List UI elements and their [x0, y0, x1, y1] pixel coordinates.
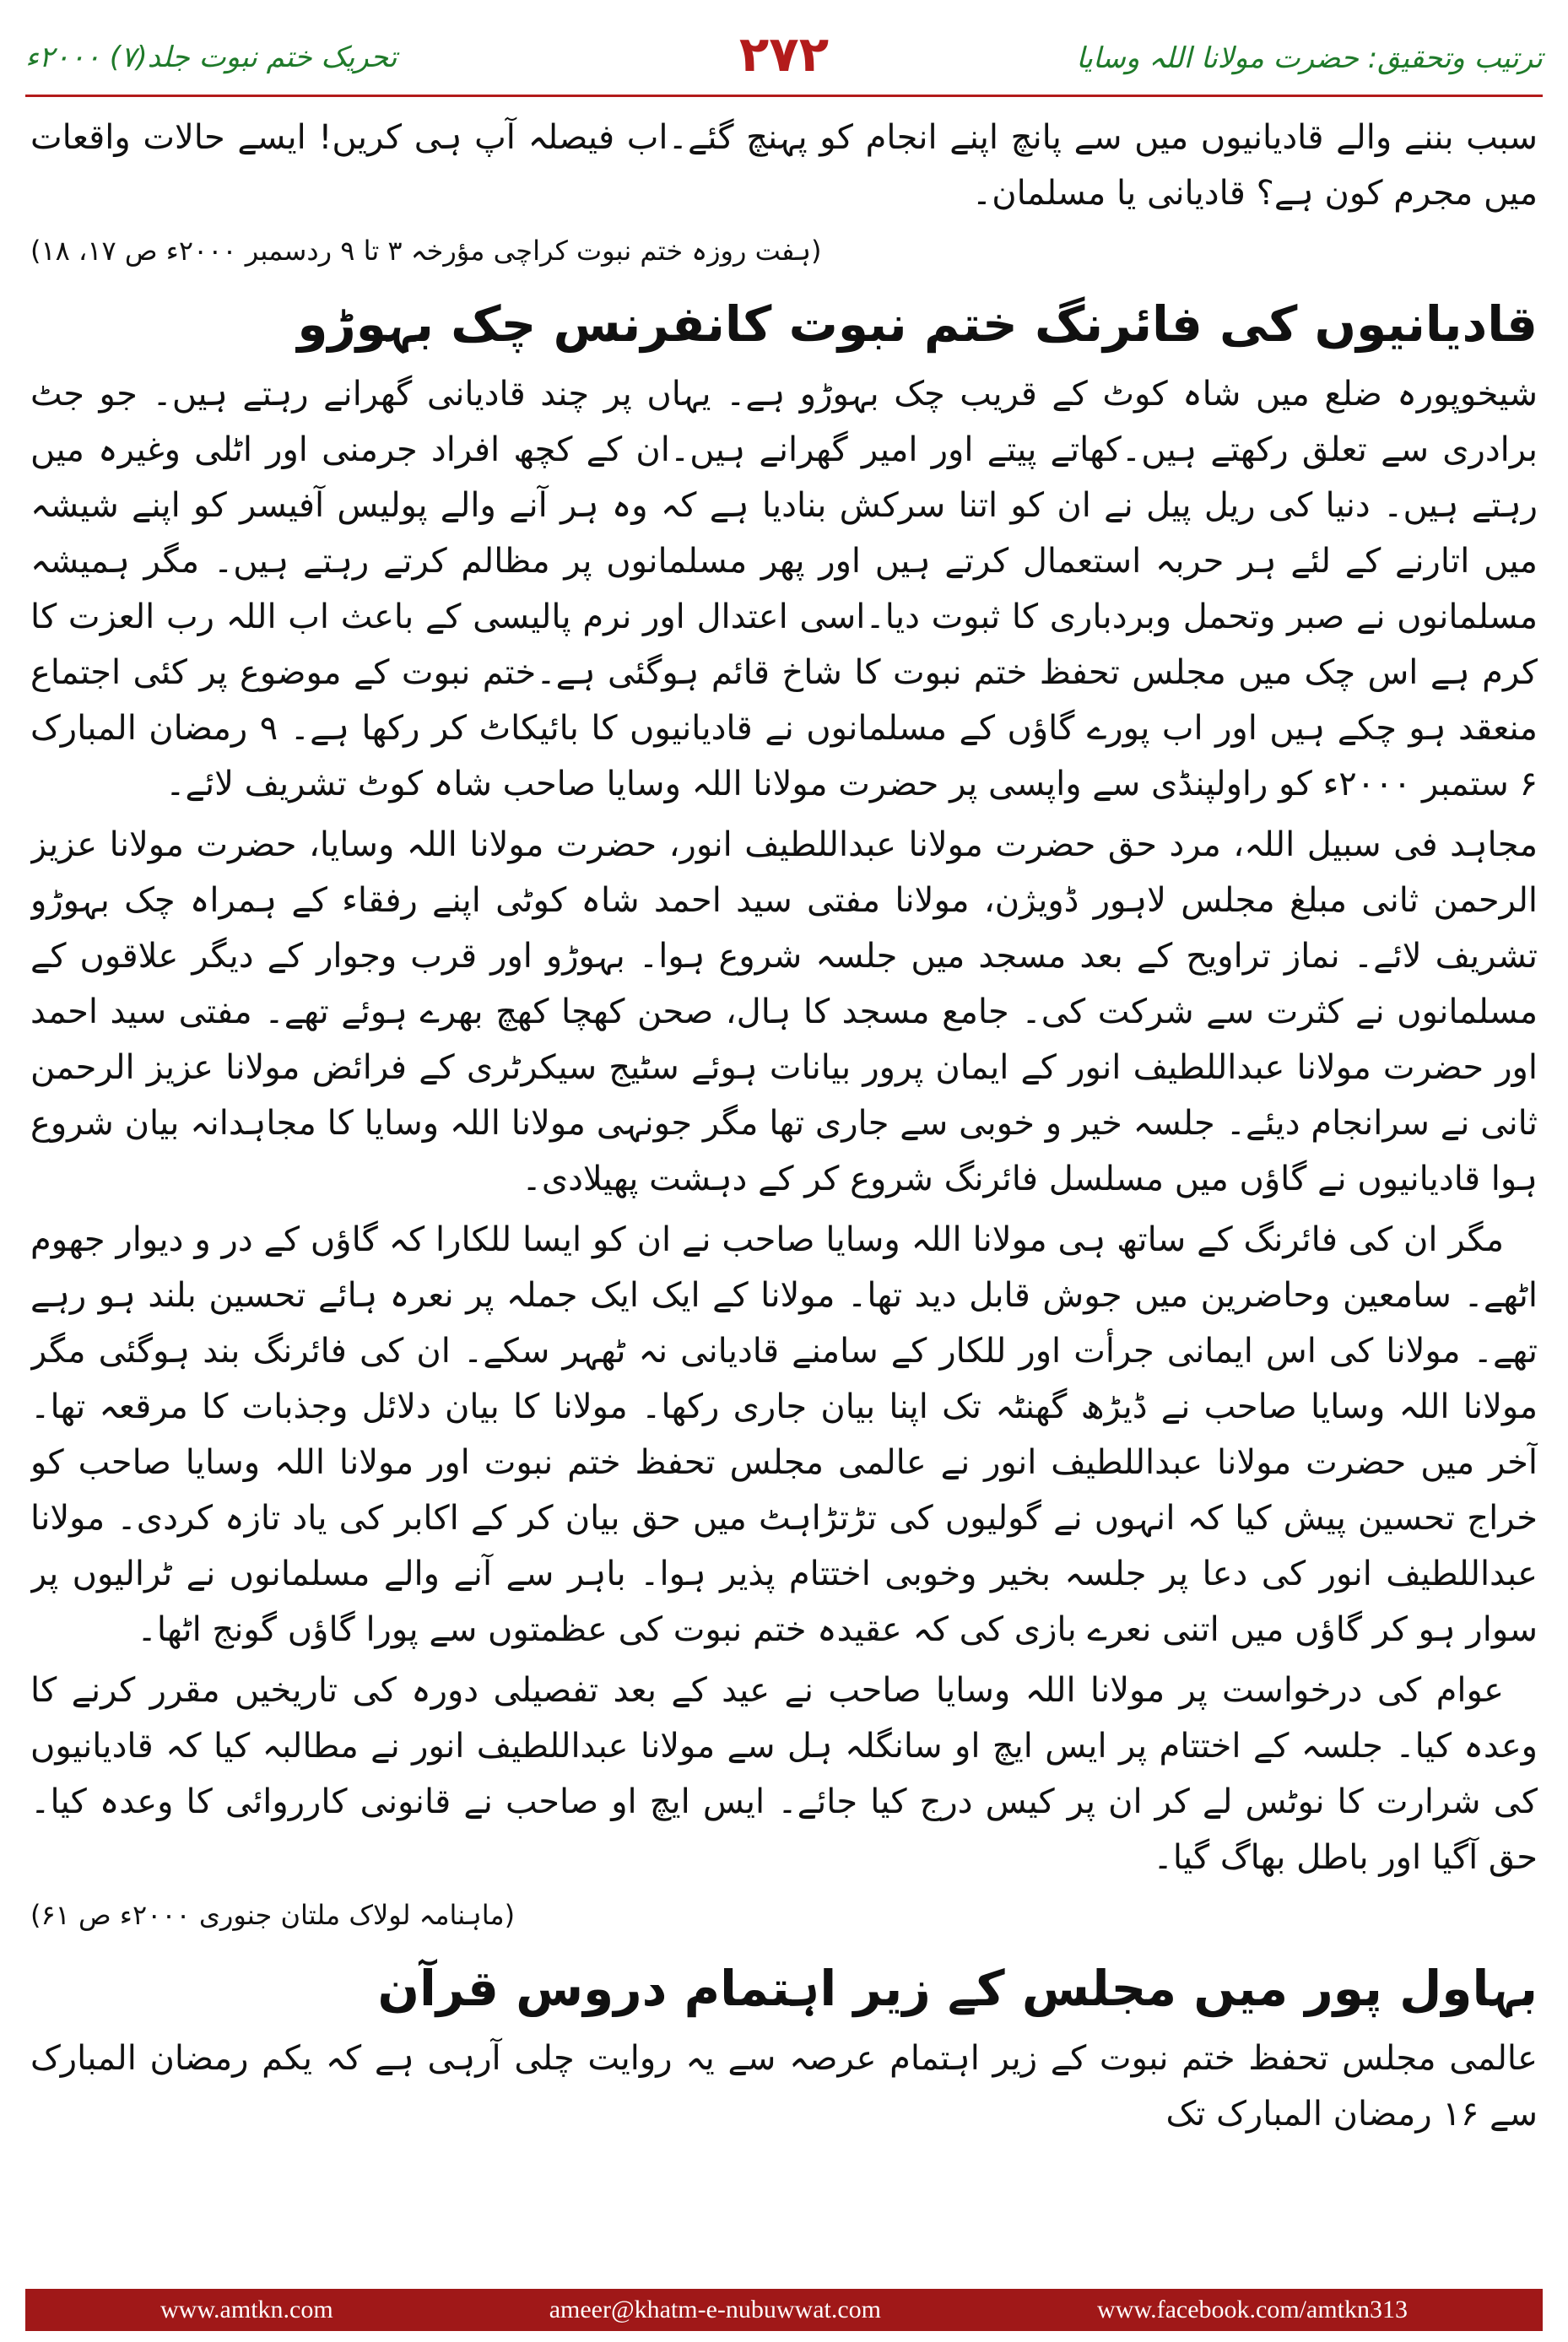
footer-website-link[interactable]: www.amtkn.com — [160, 2296, 333, 2323]
paragraph-conference: مجاہد فی سبیل اللہ، مرد حق حضرت مولانا عبداللطیف انور، حضرت مولانا اللہ وسایا، حضرت مولانا عزیز الرحمن ثانی مبلغ مجلس لاہور ڈویژن، مولانا مفتی سید احمد شاہ کوٹی اپنے رفقاء کے ہمراہ چک بہوڑو تشریف لائے۔ نماز تراویح کے بعد مسجد میں جلسہ شروع ہوا۔ بہوڑو اور قرب وجوار کے دیگر علاقوں کے مسلمانوں نے کثرت سے شرکت کی۔ جامع مسجد کا ہال، صحن کھچا کھچ بھرے ہوئے تھے۔ مفتی سید احمد اور حضرت مولانا عبداللطیف انور کے ایمان پرور بیانات ہوئے سٹیج سیکرٹری کے فرائض مولانا عزیز الرحمن ثانی نے سرانجام دیئے۔ جلسہ خیر و خوبی سے جاری تھا مگر جونہی مولانا اللہ وسایا کا مجاہدانہ بیان شروع ہوا قادیانیوں نے گاؤں میں مسلسل فائرنگ شروع کر کے دہشت پھیلادی۔ — [30, 825, 1538, 1198]
section-heading-bahawalpur: بہاول پور میں مجلس کے زیر اہتمام دروس قرآن — [377, 1960, 1538, 2017]
footer-email-link[interactable]: ameer@khatm-e-nubuwwat.com — [549, 2296, 882, 2323]
header-divider — [25, 95, 1543, 97]
paragraph-bahawalpur: عالمی مجلس تحفظ ختم نبوت کے زیر اہتمام عرصہ سے یہ روایت چلی آرہی ہے کہ یکم رمضان المبارک سے ۱۶ رمضان المبارک تک — [30, 2039, 1538, 2134]
page-footer — [25, 2289, 1543, 2331]
footer-facebook-link[interactable]: www.facebook.com/amtkn313 — [1097, 2296, 1408, 2323]
paragraph-aftermath: عوام کی درخواست پر مولانا اللہ وسایا صاحب نے عید کے بعد تفصیلی دورہ کی تاریخیں مقرر کرنے کا وعدہ کیا۔ جلسہ کے اختتام پر ایس ایچ او سانگلہ ہل سے مولانا عبداللطیف انور نے مطالبہ کیا کہ قادیانیوں کی شرارت کا نوٹس لے کر ان پر کیس درج کیا جائے۔ ایس ایچ او صاحب نے قانونی کارروائی کا وعدہ کیا۔ حق آگیا اور باطل بھاگ گیا۔ — [30, 1671, 1538, 1877]
intro-source-citation: (ہفت روزہ ختم نبوت کراچی مؤرخہ ۳ تا ۹ ردسمبر ۲۰۰۰ء ص ۱۷، ۱۸) — [30, 235, 822, 267]
page-content — [30, 110, 1538, 2270]
section-source-citation: (ماہنامہ لولاک ملتان جنوری ۲۰۰۰ء ص ۶۱) — [30, 1899, 516, 1931]
paragraph-firing: مگر ان کی فائرنگ کے ساتھ ہی مولانا اللہ وسایا صاحب نے ان کو ایسا للکارا کہ گاؤں کے در و دیوار جھوم اٹھے۔ سامعین وحاضرین میں جوش قابل دید تھا۔ مولانا کے ایک ایک جملہ پر نعرہ ہائے تحسین بلند ہو رہے تھے۔ مولانا کی اس ایمانی جرأت اور للکار کے سامنے قادیانی نہ ٹھہر سکے۔ ان کی فائرنگ بند ہوگئی مگر مولانا اللہ وسایا صاحب نے ڈیڑھ گھنٹہ تک اپنا بیان جاری رکھا۔ مولانا کا بیان دلائل وجذبات کا مرقعہ تھا۔ آخر میں حضرت مولانا عبداللطیف انور نے عالمی مجلس تحفظ ختم نبوت اور مولانا اللہ وسایا صاحب کو خراج تحسین پیش کیا کہ انہوں نے گولیوں کی تڑتڑاہٹ میں حق بیان کر کے اکابر کی یاد تازہ کردی۔ مولانا عبداللطیف انور کی دعا پر جلسہ بخیر وخوبی اختتام پذیر ہوا۔ باہر سے آنے والے مسلمانوں نے ٹرالیوں پر سوار ہو کر گاؤں میں اتنی نعرے بازی کی کہ عقیدہ ختم نبوت کی عظمتوں سے پورا گاؤں گونج اٹھا۔ — [30, 1220, 1538, 1649]
page-header — [25, 25, 1543, 84]
book-title: تحریک ختم نبوت جلد(۷) ۲۰۰۰ء — [25, 41, 397, 74]
compiler-credit: ترتیب وتحقیق: حضرت مولانا اللہ وسایا — [1076, 41, 1543, 75]
section-heading-firing: قادیانیوں کی فائرنگ ختم نبوت کانفرنس چک بہوڑو — [297, 295, 1538, 353]
paragraph-background: شیخوپورہ ضلع میں شاہ کوٹ کے قریب چک بہوڑو ہے۔ یہاں پر چند قادیانی گھرانے رہتے ہیں۔ جو جٹ برادری سے تعلق رکھتے ہیں۔کھاتے پیتے اور امیر گھرانے ہیں۔ان کے کچھ افراد جرمنی اور اٹلی وغیرہ میں رہتے ہیں۔ دنیا کی ریل پیل نے ان کو اتنا سرکش بنادیا ہے کہ وہ ہر آنے والے پولیس آفیسر کو اپنے شیشہ میں اتارنے کے لئے ہر حربہ استعمال کرتے ہیں اور پھر مسلمانوں پر مظالم کرتے رہتے ہیں۔ مگر ہمیشہ مسلمانوں نے صبر وتحمل وبردباری کا ثبوت دیا۔اسی اعتدال اور نرم پالیسی کے باعث اب اللہ رب العزت کا کرم ہے اس چک میں مجلس تحفظ ختم نبوت کا شاخ قائم ہوگئی ہے۔ختم نبوت کے موضوع پر کئی اجتماع منعقد ہو چکے ہیں اور اب پورے گاؤں کے مسلمانوں نے قادیانیوں کا بائیکاٹ کر رکھا ہے۔ ۹ رمضان المبارک ۶ ستمبر ۲۰۰۰ء کو راولپنڈی سے واپسی پر حضرت مولانا اللہ وسایا صاحب شاہ کوٹ تشریف لائے۔ — [30, 375, 1538, 803]
intro-paragraph: سبب بننے والے قادیانیوں میں سے پانچ اپنے انجام کو پہنچ گئے۔اب فیصلہ آپ ہی کریں! ایسے حالات واقعات میں مجرم کون ہے؟ قادیانی یا مسلمان۔ — [30, 118, 1538, 213]
page-number: ۲۷۲ — [738, 25, 830, 83]
